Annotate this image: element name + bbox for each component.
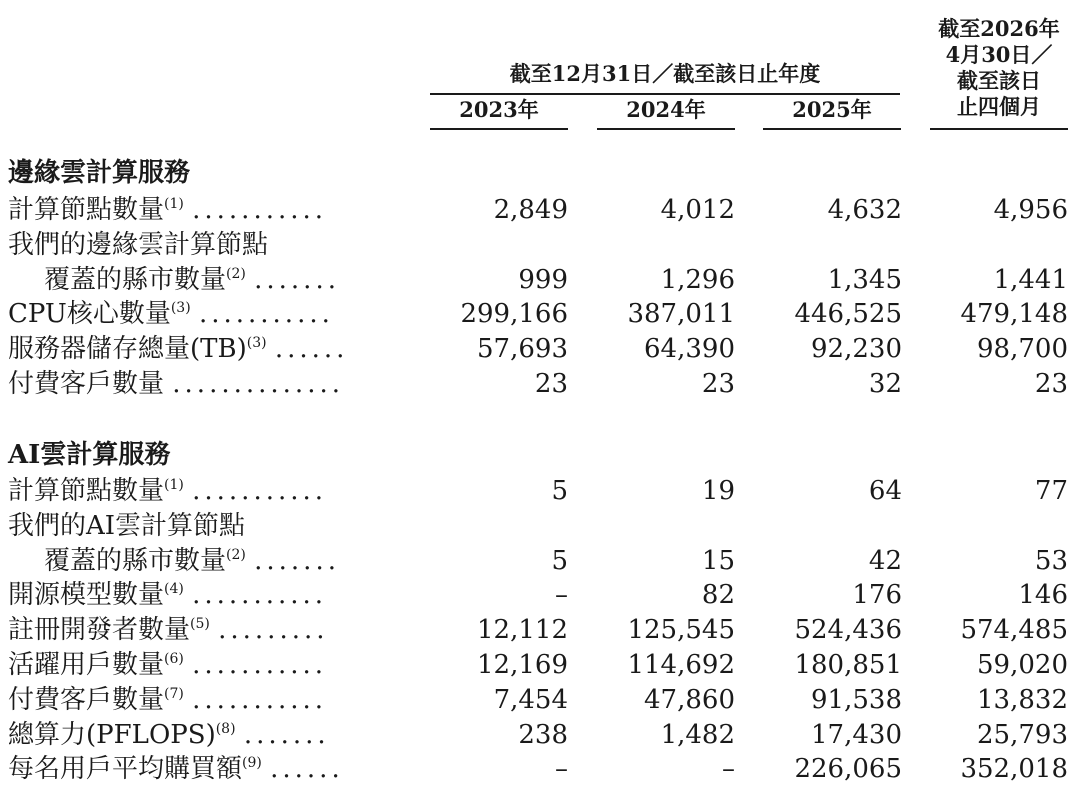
cell-value: 57,693 bbox=[477, 334, 568, 365]
leader-dots: .............. bbox=[172, 369, 344, 399]
table-row bbox=[0, 228, 1080, 263]
cell-value: 12,169 bbox=[477, 650, 568, 680]
footnote-marker: (3) bbox=[246, 335, 267, 352]
cell-value: 238 bbox=[518, 719, 568, 750]
table-row bbox=[0, 578, 1080, 613]
cell-value: – bbox=[555, 580, 568, 611]
row-label-text: 活躍用戶數量 bbox=[8, 650, 165, 680]
span-header-rule bbox=[430, 93, 900, 95]
cell-value: 1,345 bbox=[827, 264, 902, 295]
leader-dots: ........... bbox=[192, 650, 328, 680]
cell-value: 2,849 bbox=[493, 195, 568, 225]
cell-value: 524,436 bbox=[794, 615, 902, 646]
cell-value: 64,390 bbox=[644, 334, 735, 365]
cell-value: 1,441 bbox=[993, 264, 1068, 295]
cell-value: 13,832 bbox=[977, 684, 1068, 715]
row-label bbox=[44, 544, 393, 579]
footnote-marker: (6) bbox=[164, 651, 184, 667]
row-label-text: 註冊開發者數量 bbox=[8, 615, 191, 646]
table-row bbox=[0, 474, 1080, 509]
cell-value: 53 bbox=[1034, 545, 1068, 576]
table-row bbox=[0, 297, 1080, 332]
table-row bbox=[0, 193, 1080, 228]
cell-value: 92,230 bbox=[811, 334, 902, 365]
section-title-ai-cloud: AI雲計算服務 bbox=[8, 440, 171, 470]
row-label bbox=[8, 367, 393, 402]
leader-dots: ...... bbox=[274, 334, 349, 365]
year-header-2024: 2024年 bbox=[626, 97, 706, 122]
interim-header-line-2: 4月30日／ bbox=[945, 42, 1053, 67]
table-row bbox=[0, 613, 1080, 648]
cell-value: 999 bbox=[518, 264, 568, 295]
cell-value: 125,545 bbox=[627, 615, 735, 646]
row-label bbox=[44, 263, 393, 298]
cell-value: 4,956 bbox=[993, 195, 1068, 225]
cell-value: 4,632 bbox=[827, 195, 902, 225]
cell-value: 5 bbox=[551, 476, 568, 506]
table-row bbox=[0, 718, 1080, 753]
row-label bbox=[8, 332, 393, 367]
cell-value: 387,011 bbox=[627, 299, 735, 330]
leader-dots: ........... bbox=[192, 476, 328, 506]
cell-value: 12,112 bbox=[477, 615, 568, 646]
interim-header-line-1: 截至2026年 bbox=[938, 16, 1060, 41]
row-label bbox=[8, 474, 393, 509]
row-label bbox=[8, 683, 393, 718]
section-title-edge-cloud: 邊緣雲計算服務 bbox=[8, 158, 191, 188]
cell-value: 114,692 bbox=[627, 650, 735, 680]
cell-value: 176 bbox=[852, 580, 902, 611]
cell-value: 7,454 bbox=[493, 684, 568, 715]
cell-value: 146 bbox=[1018, 580, 1068, 611]
leader-dots: ....... bbox=[243, 719, 330, 750]
interim-period-header bbox=[930, 16, 1068, 120]
cell-value: 59,020 bbox=[977, 650, 1068, 680]
cell-value: 180,851 bbox=[794, 650, 902, 680]
row-label bbox=[8, 228, 393, 263]
cell-value: 98,700 bbox=[977, 334, 1068, 365]
footnote-marker: (8) bbox=[215, 720, 236, 737]
footnote-marker: (2) bbox=[226, 546, 246, 563]
leader-dots: ...... bbox=[270, 754, 344, 785]
footnote-marker: (2) bbox=[226, 265, 246, 282]
row-label-text: 計算節點數量 bbox=[8, 195, 165, 225]
year-header-2023: 2023年 bbox=[459, 97, 539, 122]
cell-value: 446,525 bbox=[794, 299, 902, 330]
cell-value: 1,482 bbox=[660, 719, 735, 750]
row-label-text: 付費客戶數量 bbox=[8, 369, 165, 399]
row-label bbox=[8, 193, 393, 228]
cell-value: 299,166 bbox=[460, 299, 568, 330]
cell-value: 352,018 bbox=[960, 754, 1068, 785]
row-label-text: 開源模型數量 bbox=[8, 580, 165, 611]
footnote-marker: (9) bbox=[242, 755, 262, 772]
cell-value: 77 bbox=[1034, 476, 1068, 506]
column-rule-2024 bbox=[597, 128, 735, 130]
row-label-text: 付費客戶數量 bbox=[8, 684, 165, 715]
cell-value: 574,485 bbox=[960, 615, 1068, 646]
row-label bbox=[8, 509, 393, 544]
row-label-text: 我們的AI雲計算節點 bbox=[8, 510, 246, 541]
leader-dots: ........... bbox=[192, 195, 328, 225]
cell-value: 47,860 bbox=[644, 684, 735, 715]
row-label bbox=[8, 578, 393, 613]
footnote-marker: (1) bbox=[164, 477, 184, 493]
row-label-text: 服務器儲存總量(TB) bbox=[8, 334, 247, 365]
row-label-text: 總算力(PFLOPS) bbox=[8, 719, 216, 750]
column-rule-2023 bbox=[430, 128, 568, 130]
cell-value: 32 bbox=[868, 369, 902, 399]
cell-value: – bbox=[555, 754, 568, 785]
column-rule-interim bbox=[930, 128, 1068, 130]
row-label bbox=[8, 718, 393, 753]
footnote-marker: (4) bbox=[164, 581, 184, 598]
cell-value: 17,430 bbox=[811, 719, 902, 750]
row-label-text: 覆蓋的縣市數量 bbox=[44, 264, 227, 295]
row-label bbox=[8, 613, 393, 648]
cell-value: 82 bbox=[701, 580, 735, 611]
footnote-marker: (3) bbox=[170, 300, 191, 317]
cell-value: 42 bbox=[868, 545, 902, 576]
cell-value: – bbox=[722, 754, 735, 785]
row-label bbox=[8, 297, 393, 332]
cell-value: 1,296 bbox=[660, 264, 735, 295]
cell-value: 479,148 bbox=[960, 299, 1068, 330]
cell-value: 15 bbox=[701, 545, 735, 576]
leader-dots: ......... bbox=[218, 615, 329, 646]
row-label bbox=[8, 752, 393, 787]
row-label bbox=[8, 648, 393, 683]
table-row bbox=[0, 263, 1080, 298]
cell-value: 4,012 bbox=[660, 195, 735, 225]
table-row bbox=[0, 648, 1080, 683]
table-row bbox=[0, 509, 1080, 544]
table-row bbox=[0, 752, 1080, 787]
column-rule-2025 bbox=[763, 128, 901, 130]
interim-header-line-4: 止四個月 bbox=[957, 94, 1041, 119]
table-row bbox=[0, 367, 1080, 402]
cell-value: 64 bbox=[868, 476, 902, 506]
leader-dots: ....... bbox=[254, 264, 340, 295]
table-row bbox=[0, 332, 1080, 367]
cell-value: 23 bbox=[1034, 369, 1068, 399]
row-label-text: 我們的邊緣雲計算節點 bbox=[8, 229, 269, 260]
leader-dots: ........... bbox=[198, 299, 334, 330]
row-label-text: 覆蓋的縣市數量 bbox=[44, 545, 227, 576]
cell-value: 23 bbox=[701, 369, 735, 399]
interim-header-line-3: 截至該日 bbox=[957, 68, 1041, 93]
footnote-marker: (5) bbox=[190, 616, 210, 633]
table-row bbox=[0, 544, 1080, 579]
cell-value: 226,065 bbox=[794, 754, 902, 785]
footnote-marker: (7) bbox=[164, 685, 184, 702]
cell-value: 91,538 bbox=[811, 684, 902, 715]
cell-value: 5 bbox=[551, 545, 568, 576]
cell-value: 23 bbox=[534, 369, 568, 399]
cell-value: 19 bbox=[701, 476, 735, 506]
leader-dots: ....... bbox=[254, 545, 340, 576]
period-span-header: 截至12月31日／截至該日止年度 bbox=[509, 61, 821, 86]
table-row bbox=[0, 683, 1080, 718]
leader-dots: ........... bbox=[192, 684, 328, 715]
row-label-text: 計算節點數量 bbox=[8, 476, 165, 506]
year-header-2025: 2025年 bbox=[792, 97, 872, 122]
leader-dots: ........... bbox=[192, 580, 328, 611]
row-label-text: CPU核心數量 bbox=[8, 299, 171, 330]
cell-value: 25,793 bbox=[977, 719, 1068, 750]
row-label-text: 每名用戶平均購買額 bbox=[8, 754, 243, 785]
footnote-marker: (1) bbox=[164, 196, 184, 212]
